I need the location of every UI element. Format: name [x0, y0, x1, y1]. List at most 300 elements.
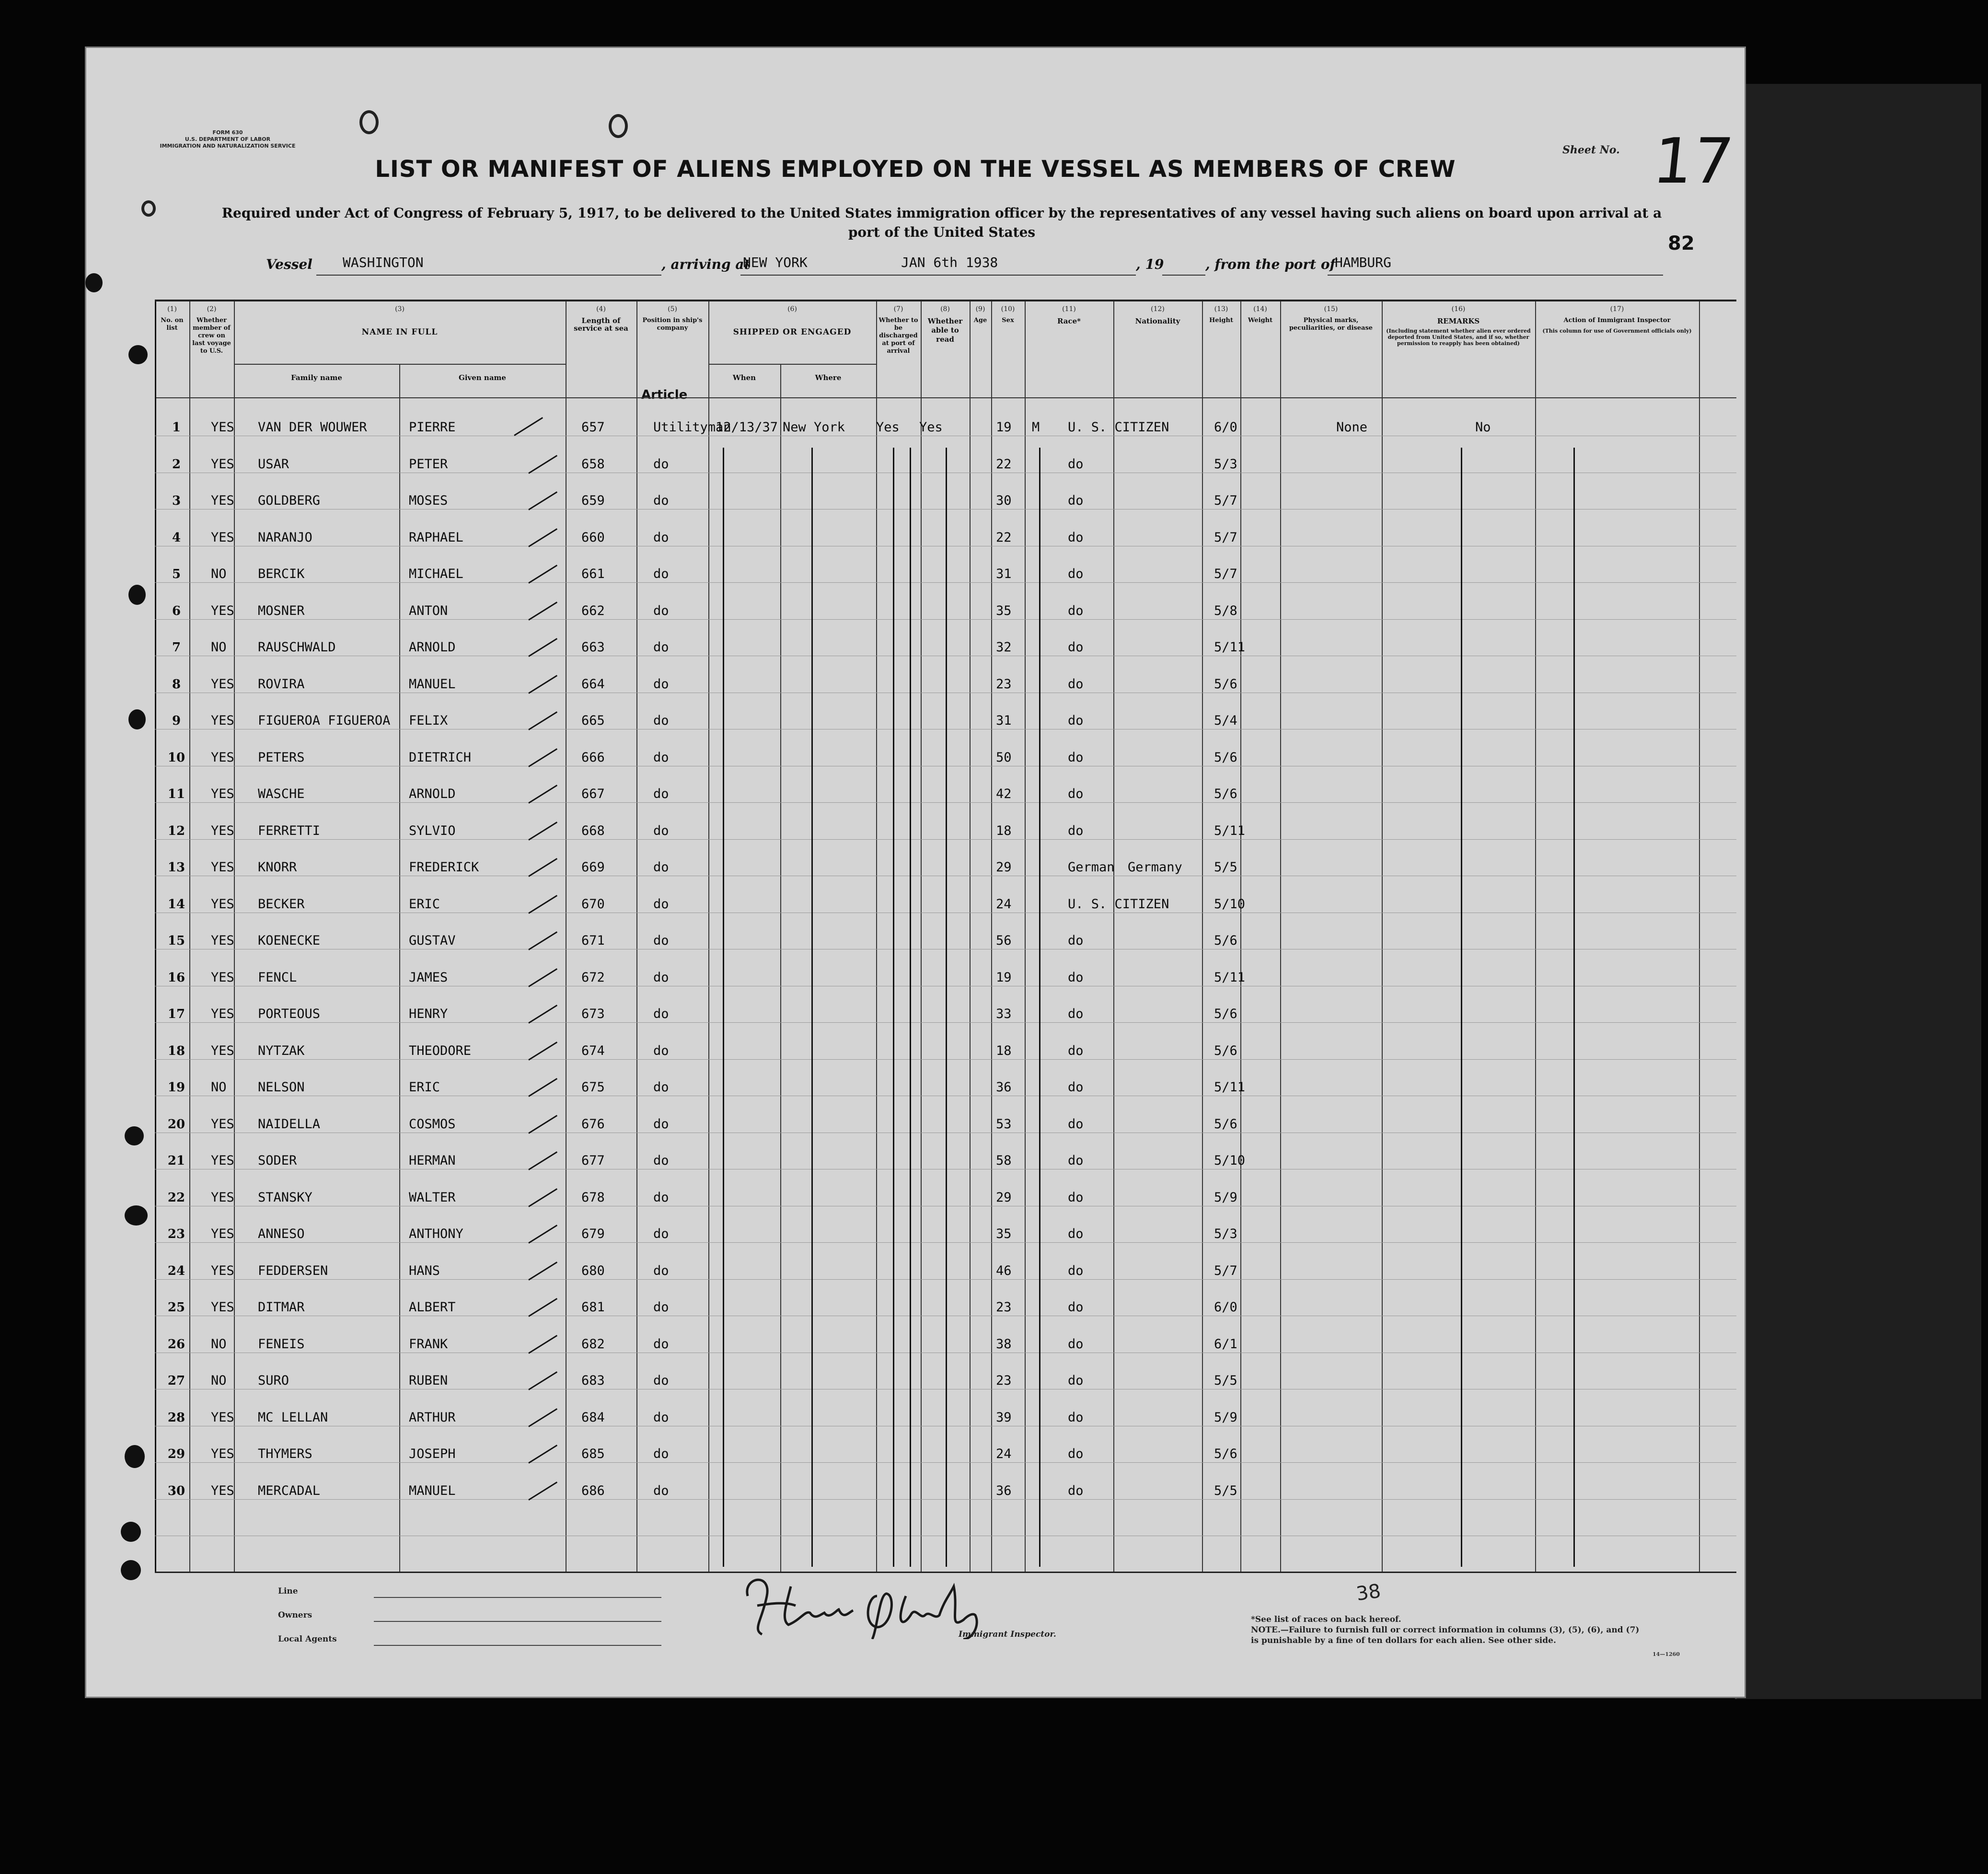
cell-race: do — [1068, 1446, 1084, 1461]
cell-service: 665 — [581, 713, 605, 728]
column-number: (14) — [1253, 305, 1267, 313]
cell-race: do — [1068, 1336, 1084, 1352]
column-number: (10) — [1001, 305, 1015, 313]
cell-age: 35 — [996, 1226, 1012, 1241]
cell-no: 5 — [172, 567, 181, 581]
cell-height: 5/5 — [1214, 1373, 1237, 1388]
cell-family: STANSKY — [258, 1190, 312, 1205]
cell-height: 5/5 — [1214, 1483, 1237, 1498]
cell-height: 5/9 — [1214, 1190, 1237, 1205]
departure-port: HAMBURG — [1335, 254, 1392, 270]
cell-height: 5/7 — [1214, 1263, 1237, 1278]
cell-family: USAR — [258, 456, 289, 472]
cell-position: do — [653, 1483, 669, 1498]
cell-age: 53 — [996, 1116, 1012, 1132]
ditto-stroke — [1039, 448, 1040, 1567]
line-label: Line — [278, 1586, 298, 1596]
cell-no: 13 — [167, 860, 185, 875]
table-row — [155, 1218, 1699, 1255]
column-number: (11) — [1062, 305, 1076, 313]
cell-service: 685 — [581, 1446, 605, 1461]
cell-no: 14 — [167, 897, 185, 912]
cell-race: do — [1068, 1300, 1084, 1315]
cell-position: do — [653, 530, 669, 545]
column-number: (6) — [787, 305, 797, 313]
cell-position: do — [653, 567, 669, 581]
cell-sex: M — [1032, 420, 1040, 435]
binder-hole — [609, 114, 628, 138]
ditto-stroke — [893, 448, 894, 1567]
cell-age: 32 — [996, 640, 1012, 655]
cell-height: 5/6 — [1214, 787, 1237, 801]
cell-prev: YES — [211, 1263, 234, 1278]
column-number: (8) — [940, 305, 950, 313]
cell-height: 5/11 — [1214, 1080, 1246, 1095]
cell-prev: YES — [211, 1116, 234, 1132]
cell-service: 676 — [581, 1116, 605, 1132]
arriving-label: , arriving at — [661, 256, 751, 272]
table-row — [155, 1109, 1699, 1145]
cell-no: 15 — [167, 934, 185, 948]
cell-prev: YES — [211, 1190, 234, 1205]
cell-height: 5/6 — [1214, 1116, 1237, 1132]
table-row — [155, 1329, 1699, 1365]
column-note: (This column for use of Government officials only) — [1542, 328, 1692, 334]
cell-race: do — [1068, 603, 1084, 618]
binder-hole — [121, 1522, 141, 1542]
cell-given: FELIX — [409, 713, 448, 728]
cell-given: ARNOLD — [409, 640, 456, 655]
cell-height: 5/6 — [1214, 750, 1237, 765]
table-row — [155, 925, 1699, 962]
cell-given: FRANK — [409, 1336, 448, 1352]
cell-race: do — [1068, 787, 1084, 801]
cell-family: NARANJO — [258, 530, 312, 545]
cell-age: 38 — [996, 1336, 1012, 1352]
subcolumn-header: Given name — [459, 373, 506, 382]
local-agents-label: Local Agents — [278, 1634, 337, 1644]
ditto-stroke — [946, 448, 947, 1567]
cell-position: do — [653, 1410, 669, 1425]
cell-given: THEODORE — [409, 1043, 472, 1058]
cell-no: 16 — [167, 970, 185, 985]
cell-height: 5/11 — [1214, 970, 1246, 985]
cell-height: 5/10 — [1214, 896, 1246, 912]
sheet-number: 17 — [1650, 125, 1737, 197]
cell-position: do — [653, 750, 669, 765]
cell-service: 661 — [581, 567, 605, 581]
cell-family: PORTEOUS — [258, 1006, 321, 1021]
column-number: (15) — [1324, 305, 1338, 313]
cell-service: 670 — [581, 896, 605, 912]
cell-family: MC LELLAN — [258, 1410, 328, 1425]
cell-position: do — [653, 1336, 669, 1352]
cell-age: 31 — [996, 713, 1012, 728]
subcolumn-header: When — [732, 373, 756, 382]
cell-race: do — [1068, 640, 1084, 655]
cell-family: SODER — [258, 1153, 297, 1168]
cell-no: 8 — [172, 677, 181, 692]
cell-prev: YES — [211, 1446, 234, 1461]
cell-family: NAIDELLA — [258, 1116, 321, 1132]
column-header: NAME IN FULL — [361, 327, 438, 337]
cell-position: do — [653, 823, 669, 838]
table-row — [155, 962, 1699, 999]
inspector-label: Immigrant Inspector. — [959, 1630, 1056, 1639]
cell-given: HENRY — [409, 1006, 448, 1021]
cell-service: 658 — [581, 456, 605, 472]
cell-race: do — [1068, 1226, 1084, 1241]
cell-position: do — [653, 1043, 669, 1058]
cell-height: 5/11 — [1214, 823, 1246, 838]
cell-race: do — [1068, 1006, 1084, 1021]
binder-hole — [125, 1445, 145, 1468]
column-number: (16) — [1451, 305, 1466, 313]
cell-prev: YES — [211, 1483, 234, 1498]
cell-race: do — [1068, 970, 1084, 985]
cell-given: MOSES — [409, 493, 448, 508]
cell-prev: YES — [211, 860, 234, 875]
cell-position: do — [653, 1300, 669, 1315]
cell-age: 22 — [996, 456, 1012, 472]
cell-service: 674 — [581, 1043, 605, 1058]
cell-race: do — [1068, 1190, 1084, 1205]
cell-remarks: No — [1475, 420, 1491, 435]
cell-prev: YES — [211, 970, 234, 985]
cell-position: do — [653, 713, 669, 728]
cell-position: do — [653, 1116, 669, 1132]
cell-given: ARTHUR — [409, 1410, 456, 1425]
cell-given: SYLVIO — [409, 823, 456, 838]
cell-given: MICHAEL — [409, 567, 463, 581]
ditto-stroke — [723, 448, 724, 1567]
cell-height: 6/0 — [1214, 1300, 1237, 1315]
cell-service: 686 — [581, 1483, 605, 1498]
cell-no: 22 — [167, 1190, 185, 1205]
cell-given: DIETRICH — [409, 750, 472, 765]
cell-position: do — [653, 456, 669, 472]
cell-prev: YES — [211, 1043, 234, 1058]
binder-hole — [121, 1560, 141, 1580]
print-code: 14—1260 — [1653, 1651, 1680, 1657]
cell-service: 668 — [581, 823, 605, 838]
cell-height: 5/11 — [1214, 640, 1246, 655]
cell-family: THYMERS — [258, 1446, 312, 1461]
owners-label: Owners — [278, 1610, 312, 1620]
cell-age: 29 — [996, 1190, 1012, 1205]
cell-height: 5/3 — [1214, 456, 1237, 472]
cell-family: VAN DER WOUWER — [258, 420, 367, 435]
ditto-stroke — [811, 448, 813, 1567]
column-header: Age — [973, 317, 987, 324]
cell-family: NELSON — [258, 1080, 305, 1095]
cell-service: 657 — [581, 420, 605, 435]
cell-position: do — [653, 493, 669, 508]
cell-prev: NO — [211, 1373, 227, 1388]
cell-position: Utilityman — [653, 420, 731, 435]
cell-given: GUSTAV — [409, 933, 456, 948]
cell-prev: NO — [211, 567, 227, 581]
column-header: Sex — [1002, 317, 1014, 324]
table-row — [155, 1072, 1699, 1109]
column-header: Whether able to read — [927, 317, 963, 344]
column-header: Weight — [1248, 317, 1273, 324]
cell-given: COSMOS — [409, 1116, 456, 1132]
cell-race: German — [1068, 860, 1115, 875]
cell-family: MERCADAL — [258, 1483, 321, 1498]
table-row — [155, 1182, 1699, 1219]
cell-no: 28 — [167, 1410, 185, 1425]
cell-given: PIERRE — [409, 420, 456, 435]
cell-prev: YES — [211, 787, 234, 801]
page-subtitle: Required under Act of Congress of February 5, 1917, to be delivered to the United States immigration officer by the representatives of any vessel having such aliens on board upon arrival at a port of the United States — [221, 205, 1662, 240]
table-row — [155, 485, 1699, 522]
column-number: (5) — [668, 305, 677, 313]
cell-family: FERRETTI — [258, 823, 321, 838]
cell-prev: YES — [211, 713, 234, 728]
cell-no: 10 — [167, 750, 185, 765]
cell-age: 33 — [996, 1006, 1012, 1021]
cell-service: 662 — [581, 603, 605, 618]
year-label: , 19 — [1136, 256, 1164, 272]
cell-position: do — [653, 787, 669, 801]
cell-read: Yes — [919, 420, 943, 435]
cell-no: 20 — [167, 1117, 185, 1132]
cell-age: 24 — [996, 896, 1012, 912]
cell-prev: NO — [211, 640, 227, 655]
cell-age: 56 — [996, 933, 1012, 948]
cell-prev: YES — [211, 1410, 234, 1425]
column-header: Length of service at sea — [574, 316, 628, 333]
cell-age: 18 — [996, 823, 1012, 838]
cell-service: 677 — [581, 1153, 605, 1168]
cell-age: 35 — [996, 603, 1012, 618]
cell-height: 5/6 — [1214, 1043, 1237, 1058]
cell-family: WASCHE — [258, 787, 305, 801]
cell-position: do — [653, 1153, 669, 1168]
cell-no: 27 — [167, 1374, 185, 1388]
cell-given: RAPHAEL — [409, 530, 463, 545]
table-row — [155, 815, 1699, 852]
cell-height: 5/7 — [1214, 530, 1237, 545]
cell-prev: YES — [211, 1153, 234, 1168]
column-header: No. on list — [161, 317, 184, 332]
form-identifier — [144, 129, 312, 150]
cell-family: FIGUEROA FIGUEROA — [258, 713, 391, 728]
cell-no: 30 — [167, 1483, 185, 1498]
cell-no: 3 — [172, 494, 181, 508]
column-number: (13) — [1214, 305, 1228, 313]
crew-table — [155, 300, 1736, 1573]
column-header: Race* — [1057, 317, 1081, 325]
cell-age: 19 — [996, 420, 1012, 435]
cell-position: do — [653, 933, 669, 948]
cell-prev: YES — [211, 823, 234, 838]
column-number: (9) — [975, 305, 985, 313]
sheet-label: Sheet No. — [1562, 144, 1620, 156]
cell-no: 29 — [167, 1447, 185, 1461]
cell-height: 5/7 — [1214, 567, 1237, 581]
column-header: Whether to be discharged at port of arrival — [878, 317, 918, 355]
cell-service: 672 — [581, 970, 605, 985]
table-row — [155, 595, 1699, 632]
cell-position: do — [653, 970, 669, 985]
cell-age: 31 — [996, 567, 1012, 581]
cell-age: 58 — [996, 1153, 1012, 1168]
table-row — [155, 852, 1699, 889]
cell-race: do — [1068, 1483, 1084, 1498]
cell-service: 681 — [581, 1300, 605, 1315]
cell-service: 679 — [581, 1226, 605, 1241]
cell-position: do — [653, 676, 669, 692]
table-row — [155, 522, 1699, 559]
cell-no: 25 — [167, 1300, 185, 1315]
cell-prev: YES — [211, 750, 234, 765]
from-port-label: , from the port of — [1205, 256, 1336, 272]
cell-age: 30 — [996, 493, 1012, 508]
cell-age: 36 — [996, 1080, 1012, 1095]
cell-age: 23 — [996, 1373, 1012, 1388]
cell-height: 5/6 — [1214, 676, 1237, 692]
cell-race: do — [1068, 530, 1084, 545]
cell-age: 42 — [996, 787, 1012, 801]
table-row — [155, 632, 1699, 669]
binder-hole — [125, 1126, 144, 1145]
cell-service: 660 — [581, 530, 605, 545]
column-number: (12) — [1151, 305, 1165, 313]
manifest-page — [86, 48, 1745, 1697]
cell-given: JAMES — [409, 970, 448, 985]
cell-height: 6/0 — [1214, 420, 1237, 435]
column-number: (17) — [1610, 305, 1624, 313]
vessel-label: Vessel — [266, 256, 312, 272]
column-divider — [1699, 301, 1700, 1572]
footnote-note: NOTE.—Failure to furnish full or correct information in columns (3), (5), (6), and (7) — [1251, 1625, 1640, 1635]
column-number: (3) — [395, 305, 405, 313]
service-name: IMMIGRATION AND NATURALIZATION SERVICE — [160, 143, 296, 149]
ditto-stroke — [1461, 448, 1462, 1567]
cell-race: do — [1068, 567, 1084, 581]
ditto-stroke — [910, 448, 911, 1567]
cell-age: 36 — [996, 1483, 1012, 1498]
arrival-port: NEW YORK — [743, 254, 808, 270]
cell-where: New York — [783, 420, 845, 435]
cell-given: HERMAN — [409, 1153, 456, 1168]
cell-no: 11 — [167, 787, 185, 801]
cell-race: do — [1068, 456, 1084, 472]
cell-age: 29 — [996, 860, 1012, 875]
cell-no: 17 — [167, 1007, 185, 1021]
column-header: Position in ship's company — [642, 317, 703, 332]
page-title: LIST OR MANIFEST OF ALIENS EMPLOYED ON THE VESSEL AS MEMBERS OF CREW — [375, 156, 1456, 183]
cell-age: 50 — [996, 750, 1012, 765]
column-header: SHIPPED OR ENGAGED — [733, 327, 852, 337]
cell-position: do — [653, 640, 669, 655]
cell-position: do — [653, 860, 669, 875]
cell-height: 5/6 — [1214, 1006, 1237, 1021]
header-bottom-border — [155, 397, 1736, 398]
cell-race: do — [1068, 933, 1084, 948]
binder-hole — [128, 585, 146, 605]
cell-race: do — [1068, 1043, 1084, 1058]
handwritten-count: 38 — [1355, 1580, 1382, 1606]
cell-prev: YES — [211, 676, 234, 692]
cell-family: DITMAR — [258, 1300, 305, 1315]
table-row — [155, 1402, 1699, 1439]
cell-discharged: Yes — [876, 420, 900, 435]
cell-service: 667 — [581, 787, 605, 801]
cell-age: 24 — [996, 1446, 1012, 1461]
cell-height: 5/9 — [1214, 1410, 1237, 1425]
footnote — [1251, 1614, 1711, 1646]
cell-family: KNORR — [258, 860, 297, 875]
table-row — [155, 669, 1699, 706]
cell-service: 666 — [581, 750, 605, 765]
cell-family: GOLDBERG — [258, 493, 321, 508]
subheader-border — [708, 364, 876, 365]
cell-service: 682 — [581, 1336, 605, 1352]
cell-position: do — [653, 1080, 669, 1095]
table-row — [155, 558, 1699, 595]
table-row — [155, 742, 1699, 779]
cell-prev: YES — [211, 493, 234, 508]
cell-prev: YES — [211, 420, 234, 435]
cell-prev: YES — [211, 603, 234, 618]
cell-prev: YES — [211, 1006, 234, 1021]
cell-height: 5/10 — [1214, 1153, 1246, 1168]
cell-family: MOSNER — [258, 603, 305, 618]
column-header: Height — [1209, 317, 1234, 324]
cell-position: do — [653, 1446, 669, 1461]
cell-position: do — [653, 1006, 669, 1021]
cell-family: ANNESO — [258, 1226, 305, 1241]
cell-given: WALTER — [409, 1190, 456, 1205]
column-number: (7) — [893, 305, 903, 313]
table-row — [155, 1145, 1699, 1182]
cell-service: 663 — [581, 640, 605, 655]
cell-race: do — [1068, 713, 1084, 728]
article-label: Article — [641, 388, 688, 402]
cell-no: 2 — [172, 457, 181, 472]
cell-family: SURO — [258, 1373, 289, 1388]
cell-height: 5/6 — [1214, 1446, 1237, 1461]
cell-service: 664 — [581, 676, 605, 692]
cell-service: 659 — [581, 493, 605, 508]
cell-family: KOENECKE — [258, 933, 321, 948]
cell-given: HANS — [409, 1263, 440, 1278]
cell-family: FENCL — [258, 970, 297, 985]
cell-height: 5/6 — [1214, 933, 1237, 948]
cell-given: PETER — [409, 456, 448, 472]
cell-marks: None — [1336, 420, 1368, 435]
cell-no: 1 — [172, 420, 181, 435]
cell-age: 46 — [996, 1263, 1012, 1278]
cell-service: 669 — [581, 860, 605, 875]
cell-prev: NO — [211, 1336, 227, 1352]
binder-hole — [141, 200, 156, 217]
cell-given: JOSEPH — [409, 1446, 456, 1461]
cell-position: do — [653, 1263, 669, 1278]
vessel-line — [86, 256, 1716, 280]
binder-hole — [128, 709, 146, 729]
cell-no: 19 — [167, 1080, 185, 1095]
cell-given: ERIC — [409, 896, 440, 912]
cell-race: do — [1068, 1263, 1084, 1278]
cell-prev: YES — [211, 530, 234, 545]
cell-when: 12/13/37 — [716, 420, 778, 435]
cell-given: MANUEL — [409, 1483, 456, 1498]
cell-race: U. S. CITIZEN — [1068, 896, 1169, 912]
